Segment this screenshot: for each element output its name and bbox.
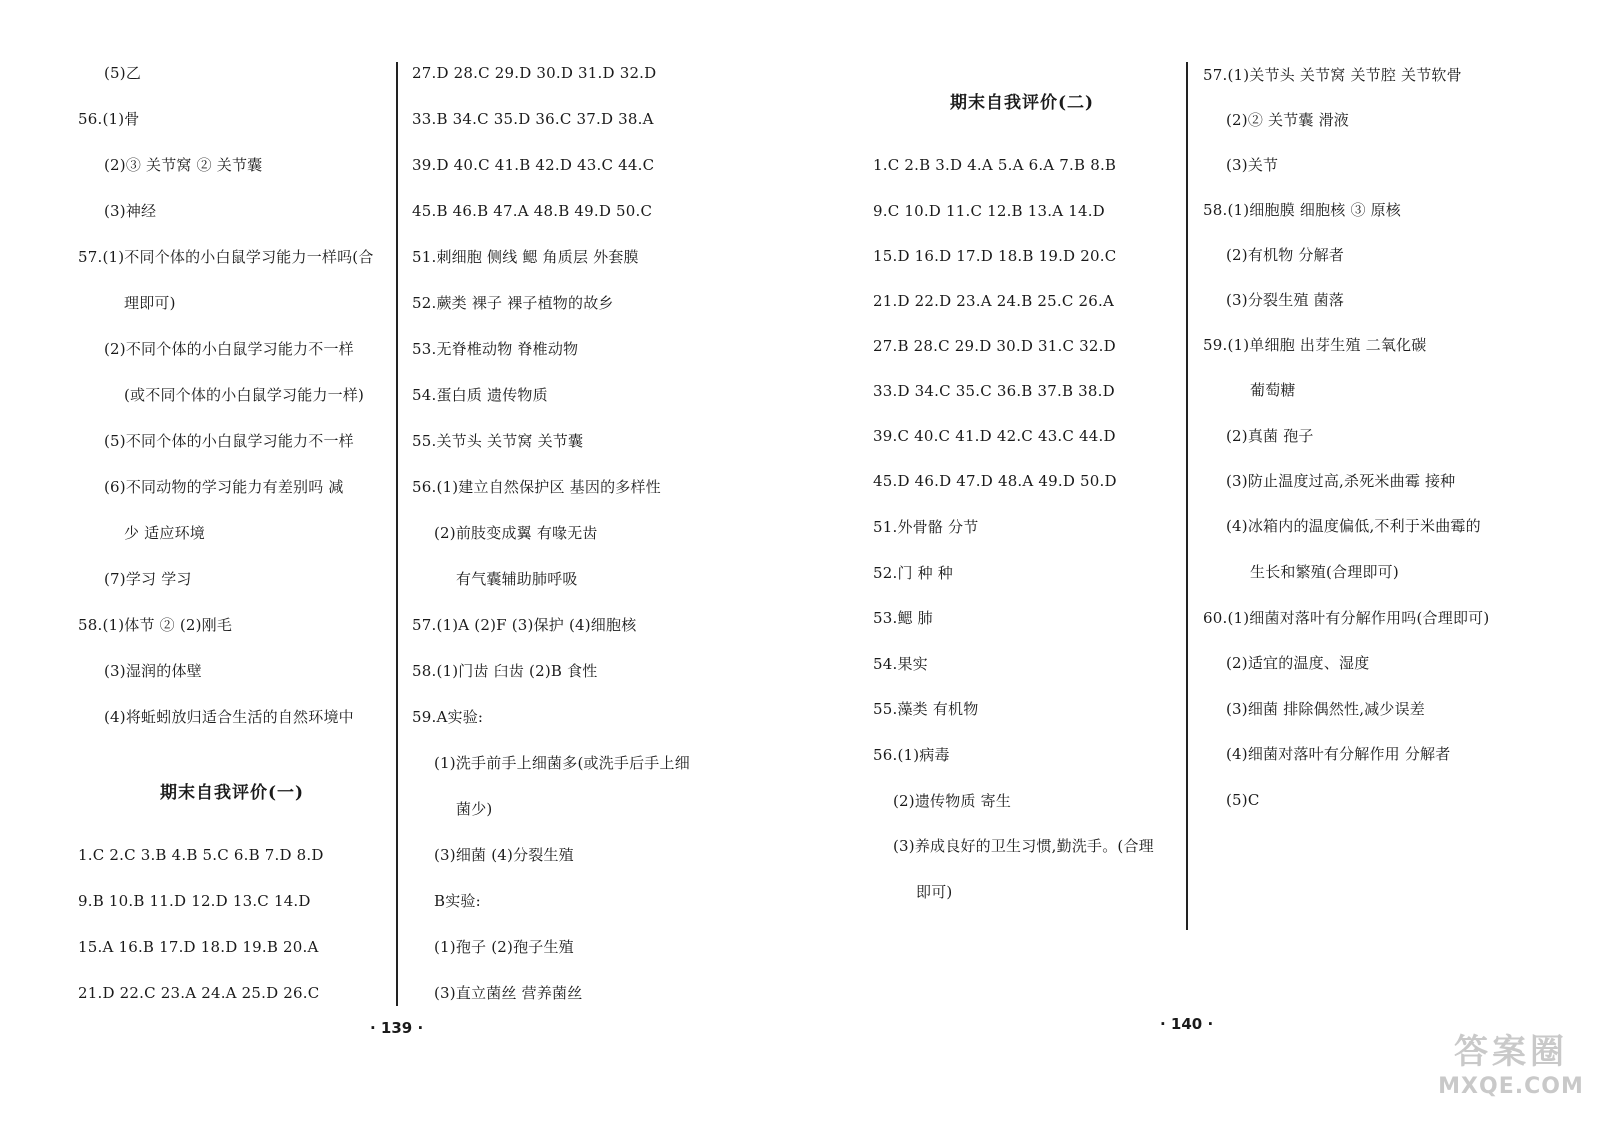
answer-line: 生长和繁殖(合理即可) [1250, 563, 1399, 581]
answer-line: 27.D 28.C 29.D 30.D 31.D 32.D [412, 64, 657, 82]
answer-line: B实验: [434, 892, 481, 910]
answer-line: 58.(1)门齿 臼齿 (2)B 食性 [412, 662, 598, 680]
answer-line: 45.B 46.B 47.A 48.B 49.D 50.C [412, 202, 653, 220]
answer-line: 1.C 2.B 3.D 4.A 5.A 6.A 7.B 8.B [873, 156, 1117, 174]
answer-line: 53.鳃 肺 [873, 609, 933, 627]
answer-line: 少 适应环境 [124, 524, 205, 542]
column-divider [1186, 62, 1188, 930]
answer-line: 45.D 46.D 47.D 48.A 49.D 50.D [873, 472, 1117, 490]
answer-line: 51.外骨骼 分节 [873, 518, 979, 536]
answer-line: 60.(1)细菌对落叶有分解作用吗(合理即可) [1203, 609, 1490, 627]
answer-line: 57.(1)关节头 关节窝 关节腔 关节软骨 [1203, 66, 1462, 84]
answer-line: 55.藻类 有机物 [873, 700, 979, 718]
answer-line: (2)真菌 孢子 [1226, 427, 1314, 445]
section-title-1: 期末自我评价(一) [160, 783, 305, 803]
answer-line: 54.蛋白质 遗传物质 [412, 386, 548, 404]
page-number-left: · 139 · [370, 1019, 424, 1037]
answer-line: (2)前肢变成翼 有喙无齿 [434, 524, 598, 542]
answer-line: (2)适宜的温度、湿度 [1226, 654, 1370, 672]
answer-line: 55.关节头 关节窝 关节囊 [412, 432, 584, 450]
answer-line: (7)学习 学习 [104, 570, 192, 588]
answer-line: (3)湿润的体壁 [104, 662, 202, 680]
answer-line: 51.刺细胞 侧线 鳃 角质层 外套膜 [412, 248, 639, 266]
page-number-right: · 140 · [1160, 1015, 1214, 1033]
answer-line: 56.(1)病毒 [873, 746, 950, 764]
answer-line: (3)养成良好的卫生习惯,勤洗手。(合理 [893, 837, 1154, 855]
answer-line: (4)冰箱内的温度偏低,不利于米曲霉的 [1226, 517, 1481, 535]
answer-line: (5)C [1226, 791, 1260, 809]
answer-line: (4)细菌对落叶有分解作用 分解者 [1226, 745, 1451, 763]
watermark-text: 答案圈 [1454, 1032, 1568, 1072]
answer-line: 39.C 40.C 41.D 42.C 43.C 44.D [873, 427, 1116, 445]
answer-line: 33.D 34.C 35.C 36.B 37.B 38.D [873, 382, 1115, 400]
answer-line: 57.(1)A (2)F (3)保护 (4)细胞核 [412, 616, 637, 634]
answer-line: 39.D 40.C 41.B 42.D 43.C 44.C [412, 156, 655, 174]
answer-line: (3)直立菌丝 营养菌丝 [434, 984, 583, 1002]
answer-line: 56.(1)建立自然保护区 基因的多样性 [412, 478, 661, 496]
answer-line: 15.D 16.D 17.D 18.B 19.D 20.C [873, 247, 1117, 265]
answer-line: 即可) [916, 883, 953, 901]
answer-line: 52.蕨类 裸子 裸子植物的故乡 [412, 294, 614, 312]
answer-line: (1)洗手前手上细菌多(或洗手后手上细 [434, 754, 690, 772]
watermark-logo [1436, 1031, 1586, 1109]
answer-line: 57.(1)不同个体的小白鼠学习能力一样吗(合 [78, 248, 374, 266]
answer-line: 15.A 16.B 17.D 18.D 19.B 20.A [78, 938, 319, 956]
watermark-url: MXQE.COM [1438, 1074, 1584, 1099]
answer-line: (2)有机物 分解者 [1226, 246, 1345, 264]
answer-line: 27.B 28.C 29.D 30.D 31.C 32.D [873, 337, 1116, 355]
answer-line: 9.C 10.D 11.C 12.B 13.A 14.D [873, 202, 1105, 220]
answer-line: 葡萄糖 [1250, 381, 1296, 399]
answer-line: 9.B 10.B 11.D 12.D 13.C 14.D [78, 892, 311, 910]
answer-line: (3)细菌 (4)分裂生殖 [434, 846, 574, 864]
answer-line: (2)② 关节囊 滑液 [1226, 111, 1349, 129]
answer-line: (3)防止温度过高,杀死米曲霉 接种 [1226, 472, 1456, 490]
answer-line: 54.果实 [873, 655, 928, 673]
answer-line: 理即可) [124, 294, 176, 312]
answer-line: 58.(1)体节 ② (2)刚毛 [78, 616, 233, 634]
answer-line: 菌少) [456, 800, 493, 818]
answer-line: 21.D 22.C 23.A 24.A 25.D 26.C [78, 984, 320, 1002]
answer-line: (3)关节 [1226, 156, 1279, 174]
answer-line: (2)遗传物质 寄生 [893, 792, 1012, 810]
answer-line: 1.C 2.C 3.B 4.B 5.C 6.B 7.D 8.D [78, 846, 324, 864]
answer-line: 33.B 34.C 35.D 36.C 37.D 38.A [412, 110, 654, 128]
section-title-2: 期末自我评价(二) [950, 93, 1095, 113]
answer-line: 52.门 种 种 [873, 564, 953, 582]
answer-line: 有气囊辅助肺呼吸 [456, 570, 578, 588]
answer-line: (3)神经 [104, 202, 157, 220]
answer-line: (6)不同动物的学习能力有差别吗 减 [104, 478, 344, 496]
answer-line: 56.(1)骨 [78, 110, 140, 128]
answer-line: (或不同个体的小白鼠学习能力一样) [124, 386, 365, 404]
answer-line: (5)乙 [104, 64, 142, 82]
answer-line: (3)细菌 排除偶然性,减少误差 [1226, 700, 1425, 718]
answer-line: 59.A实验: [412, 708, 484, 726]
answer-line: 53.无脊椎动物 脊椎动物 [412, 340, 579, 358]
answer-line: 58.(1)细胞膜 细胞核 ③ 原核 [1203, 201, 1402, 219]
answer-line: (1)孢子 (2)孢子生殖 [434, 938, 574, 956]
answer-line: (2)不同个体的小白鼠学习能力不一样 [104, 340, 354, 358]
answer-line: (5)不同个体的小白鼠学习能力不一样 [104, 432, 354, 450]
column-divider [396, 62, 398, 1006]
answer-line: 59.(1)单细胞 出芽生殖 二氧化碳 [1203, 336, 1427, 354]
answer-line: (3)分裂生殖 菌落 [1226, 291, 1345, 309]
answer-line: (2)③ 关节窝 ② 关节囊 [104, 156, 263, 174]
answer-line: (4)将蚯蚓放归适合生活的自然环境中 [104, 708, 354, 726]
answer-line: 21.D 22.D 23.A 24.B 25.C 26.A [873, 292, 1114, 310]
